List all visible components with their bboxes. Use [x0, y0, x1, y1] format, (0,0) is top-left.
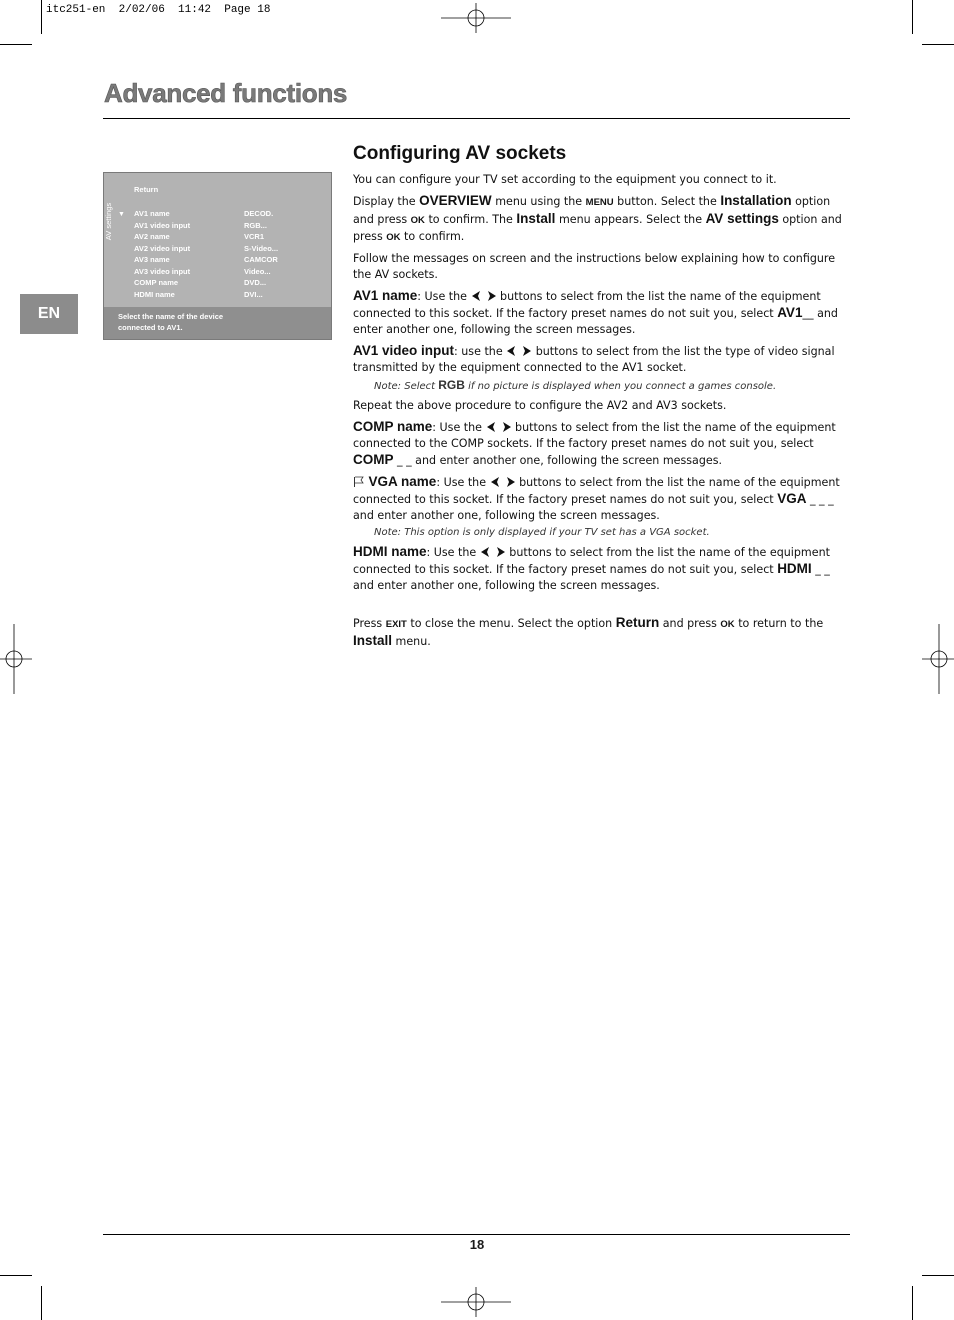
- crop-mark: [0, 44, 32, 45]
- crop-mark: [912, 0, 913, 34]
- menu-row: COMP name DVD...: [134, 278, 267, 287]
- vga-flag-icon: [353, 476, 365, 487]
- left-right-arrows-icon: [471, 291, 497, 301]
- language-tab: EN: [20, 294, 78, 334]
- paragraph: AV1 name: Use the buttons to select from the list the name of the equipment connected to this socket. If the factory preset names do not suit you, select AV1__ and enter another one, following the screen messages.: [353, 288, 838, 336]
- left-right-arrows-icon: [506, 346, 532, 356]
- paragraph: You can configure your TV set according to the equipment you connect to it.: [353, 173, 777, 186]
- crop-mark: [922, 1275, 954, 1276]
- section-title: Advanced functions: [104, 78, 348, 108]
- footer-rule: [103, 1234, 850, 1235]
- crop-mark: [922, 44, 954, 45]
- registration-mark-icon: [441, 3, 511, 33]
- paragraph: Follow the messages on screen and the instructions below explaining how to configure the AV sockets.: [353, 252, 836, 281]
- header-rule: [103, 118, 850, 119]
- paragraph: Repeat the above procedure to configure the AV2 and AV3 sockets.: [353, 399, 727, 412]
- registration-mark-icon: [922, 624, 954, 694]
- av-settings-menu-illustration: [103, 172, 332, 340]
- registration-mark-icon: [441, 1287, 511, 1317]
- menu-side-label: AV settings: [104, 202, 114, 241]
- paragraph: Press EXIT to close the menu. Select the option Return and press OK to return to the Install menu.: [353, 615, 824, 648]
- paragraph: Display the OVERVIEW menu using the MENU button. Select the Installation option and press OK to confirm. The Install menu appears. Select the AV settings option and press OK to confirm.: [353, 193, 842, 243]
- paragraph: VGA name: Use the buttons to select from the list the name of the equipment connected to this socket. If the factory preset names do not suit you, select VGA _ _ _ and enter another one, following the screen messages.: [353, 474, 840, 522]
- print-slug: itc251-en 2/02/06 11:42 Page 18: [46, 4, 271, 16]
- paragraph: HDMI name: Use the buttons to select from the list the name of the equipment connected to this socket. If the factory preset names do not suit you, select HDMI _ _ and enter another one, following the screen messages.: [353, 544, 830, 592]
- left-right-arrows-icon: [490, 477, 516, 487]
- crop-mark: [912, 1286, 913, 1320]
- registration-mark-icon: [0, 624, 32, 694]
- help-text-line: Select the name of the device: [118, 312, 224, 321]
- menu-row: HDMI name DVI...: [134, 290, 263, 299]
- left-right-arrows-icon: [480, 547, 506, 557]
- menu-row: AV2 name VCR1: [134, 232, 265, 241]
- menu-help-bar: [104, 307, 331, 339]
- left-right-arrows-icon: [486, 422, 512, 432]
- help-text-line: connected to AV1.: [118, 323, 183, 332]
- menu-row: AV2 video input S-Video...: [134, 244, 279, 253]
- crop-mark: [41, 0, 42, 34]
- crop-mark: [0, 1275, 32, 1276]
- paragraph: AV1 video input: use the buttons to select from the list the type of video signal transmitted by the equipment connected to the AV1 socket.: [353, 343, 835, 374]
- menu-row: AV3 name CAMCOR: [134, 255, 278, 264]
- menu-row: AV3 video input Video...: [134, 267, 271, 276]
- menu-return-item: Return: [134, 185, 159, 194]
- paragraph: COMP name: Use the buttons to select from the list the name of the equipment connected to the COMP sockets. If the factory preset names do not suit you, select COMP _ _ and enter another one, following the screen messages.: [353, 419, 836, 467]
- menu-row: AV1 video input RGB...: [134, 221, 267, 230]
- crop-mark: [41, 1286, 42, 1320]
- note: Note: This option is only displayed if your TV set has a VGA socket.: [374, 527, 710, 538]
- menu-row: AV1 name DECOD.: [134, 209, 274, 218]
- page-number: 18: [469, 1237, 485, 1252]
- subsection-heading: Configuring AV sockets: [353, 143, 567, 164]
- cursor-arrow-icon: ▼: [118, 211, 125, 218]
- instructions-body: [353, 172, 843, 655]
- note: Note: Select RGB if no picture is displayed when you connect a games console.: [374, 378, 777, 392]
